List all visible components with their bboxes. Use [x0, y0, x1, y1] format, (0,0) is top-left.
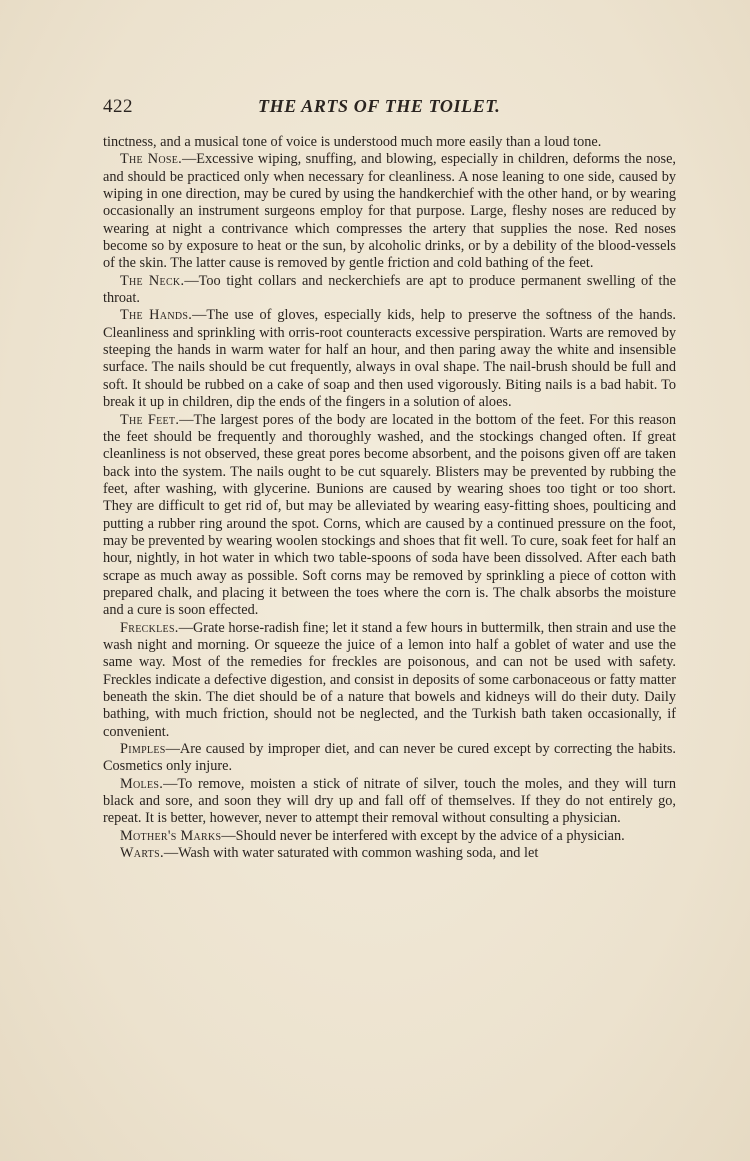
section-heading-pimples: Pimples — [120, 741, 166, 758]
section-heading-feet: The Feet. — [120, 411, 180, 428]
section-heading-neck: The Neck. — [120, 272, 185, 289]
paragraph-text: —To remove, moisten a stick of nitrate of silver, touch the moles, and they will turn black and sore, and soon they will dry up and fall off of themselves. If they do not entirely go, repeat. It is better, however, never to attempt their removal without consulting a physician. — [103, 775, 676, 827]
section-heading-freckles: Freckles. — [120, 619, 179, 636]
paragraph-text: —The largest pores of the body are located in the bottom of the feet. For this reason the feet should be frequently and thoroughly washed, and the stockings changed often. If great cleanliness is not observed, these great pores become absorbent, and the poisons given off are taken back into the system. The nails ought to be cut squarely. Blisters may be prevented by rubbing the feet, after washing, with glycerine. Bunions are caused by wearing shoes too tight or too short. They are difficult to get rid of, but may be alleviated by wearing easy-fitting shoes, poulticing and putting a rubber ring around the spot. Corns, which are caused by a continued pressure on the foot, may be prevented by wearing woolen stockings and shoes that fit well. To cure, soak feet for half an hour, nightly, in hot water in which two table-spoons of soda have been dissolved. After each bath scrape as much away as possible. Soft corns may be removed by sprinkling a piece of cotton with prepared chalk, and placing it between the toes where the corn is. The chalk absorbs the moisture and a cure is soon effected. — [103, 411, 676, 619]
paragraph-pimples — [103, 741, 676, 776]
paragraph-mothers-marks — [103, 828, 676, 845]
paragraph-moles — [103, 776, 676, 828]
paragraph-text: —Are caused by improper diet, and can never be cured except by correcting the habits. Cosmetics only injure. — [103, 741, 676, 775]
section-heading-hands: The Hands. — [120, 307, 193, 324]
section-heading-moles: Moles. — [120, 775, 164, 792]
paragraph-freckles — [103, 620, 676, 741]
paragraph-warts — [103, 845, 676, 862]
paragraph-text: —Excessive wiping, snuffing, and blowing, especially in children, deforms the nose, and should be practiced only when necessary for cleanliness. A nose leaning to one side, caused by wiping in one direction, may be cured by using the handkerchief with the other hand, or by wearing occasionally an instrument surgeons employ for that purpose. Large, fleshy noses are reduced by wearing at night a contrivance which compresses the artery that supplies the nose. Red noses become so by exposure to heat or the sun, by alcoholic drinks, or by a debility of the blood-vessels of the skin. The latter cause is removed by gentle friction and cold bathing of the feet. — [103, 151, 676, 272]
section-heading-warts: Warts. — [120, 845, 164, 862]
section-heading-nose: The Nose. — [120, 151, 182, 168]
page-header — [103, 96, 676, 118]
paragraph-continuation — [103, 134, 676, 151]
section-heading-mothers-marks: Mother's Marks — [120, 827, 222, 844]
paragraph-text: —Too tight collars and neckerchiefs are apt to produce permanent swelling of the throat. — [103, 272, 676, 307]
paragraph-text: —Wash with water saturated with common washing soda, and let — [163, 845, 539, 862]
paragraph-hands — [103, 307, 676, 411]
body-text — [103, 134, 676, 862]
paragraph-neck — [103, 273, 676, 308]
paragraph-text: —Grate horse-radish fine; let it stand a few hours in buttermilk, then strain and use the wash night and morning. Or squeeze the juice of a lemon into half a goblet of water and use the same way. Most of the remedies for freckles are poisonous, and can not be used with safety. Freckles indicate a defective digestion, and consist in deposits of some carbonaceous or fatty matter beneath the skin. The diet should be of a nature that bowels and kidneys will do their duty. Daily bathing, with much friction, should not be neglected, and the Turkish bath taken occasionally, if convenient. — [103, 619, 676, 740]
paragraph-nose — [103, 151, 676, 272]
page-number: 422 — [103, 96, 133, 117]
running-title: THE ARTS OF THE TOILET. — [258, 96, 501, 116]
paragraph-feet — [103, 412, 676, 620]
paragraph-text: —Should never be interfered with except by the advice of a physician. — [221, 827, 625, 844]
paragraph-text: tinctness, and a musical tone of voice is understood much more easily than a loud tone. — [103, 134, 602, 150]
paragraph-text: —The use of gloves, especially kids, help to preserve the softness of the hands. Cleanliness and sprinkling with orris-root counteracts excessive perspiration. Warts are removed by steeping the hands in warm water for half an hour, and then paring away the white and insensible surface. The nails should be cut frequently, always in oval shape. The nail-brush should be full and soft. It should be rubbed on a cake of soap and then used vigorously. Biting nails is a bad habit. To break it up in children, dip the ends of the fingers in a solution of aloes. — [103, 307, 676, 411]
